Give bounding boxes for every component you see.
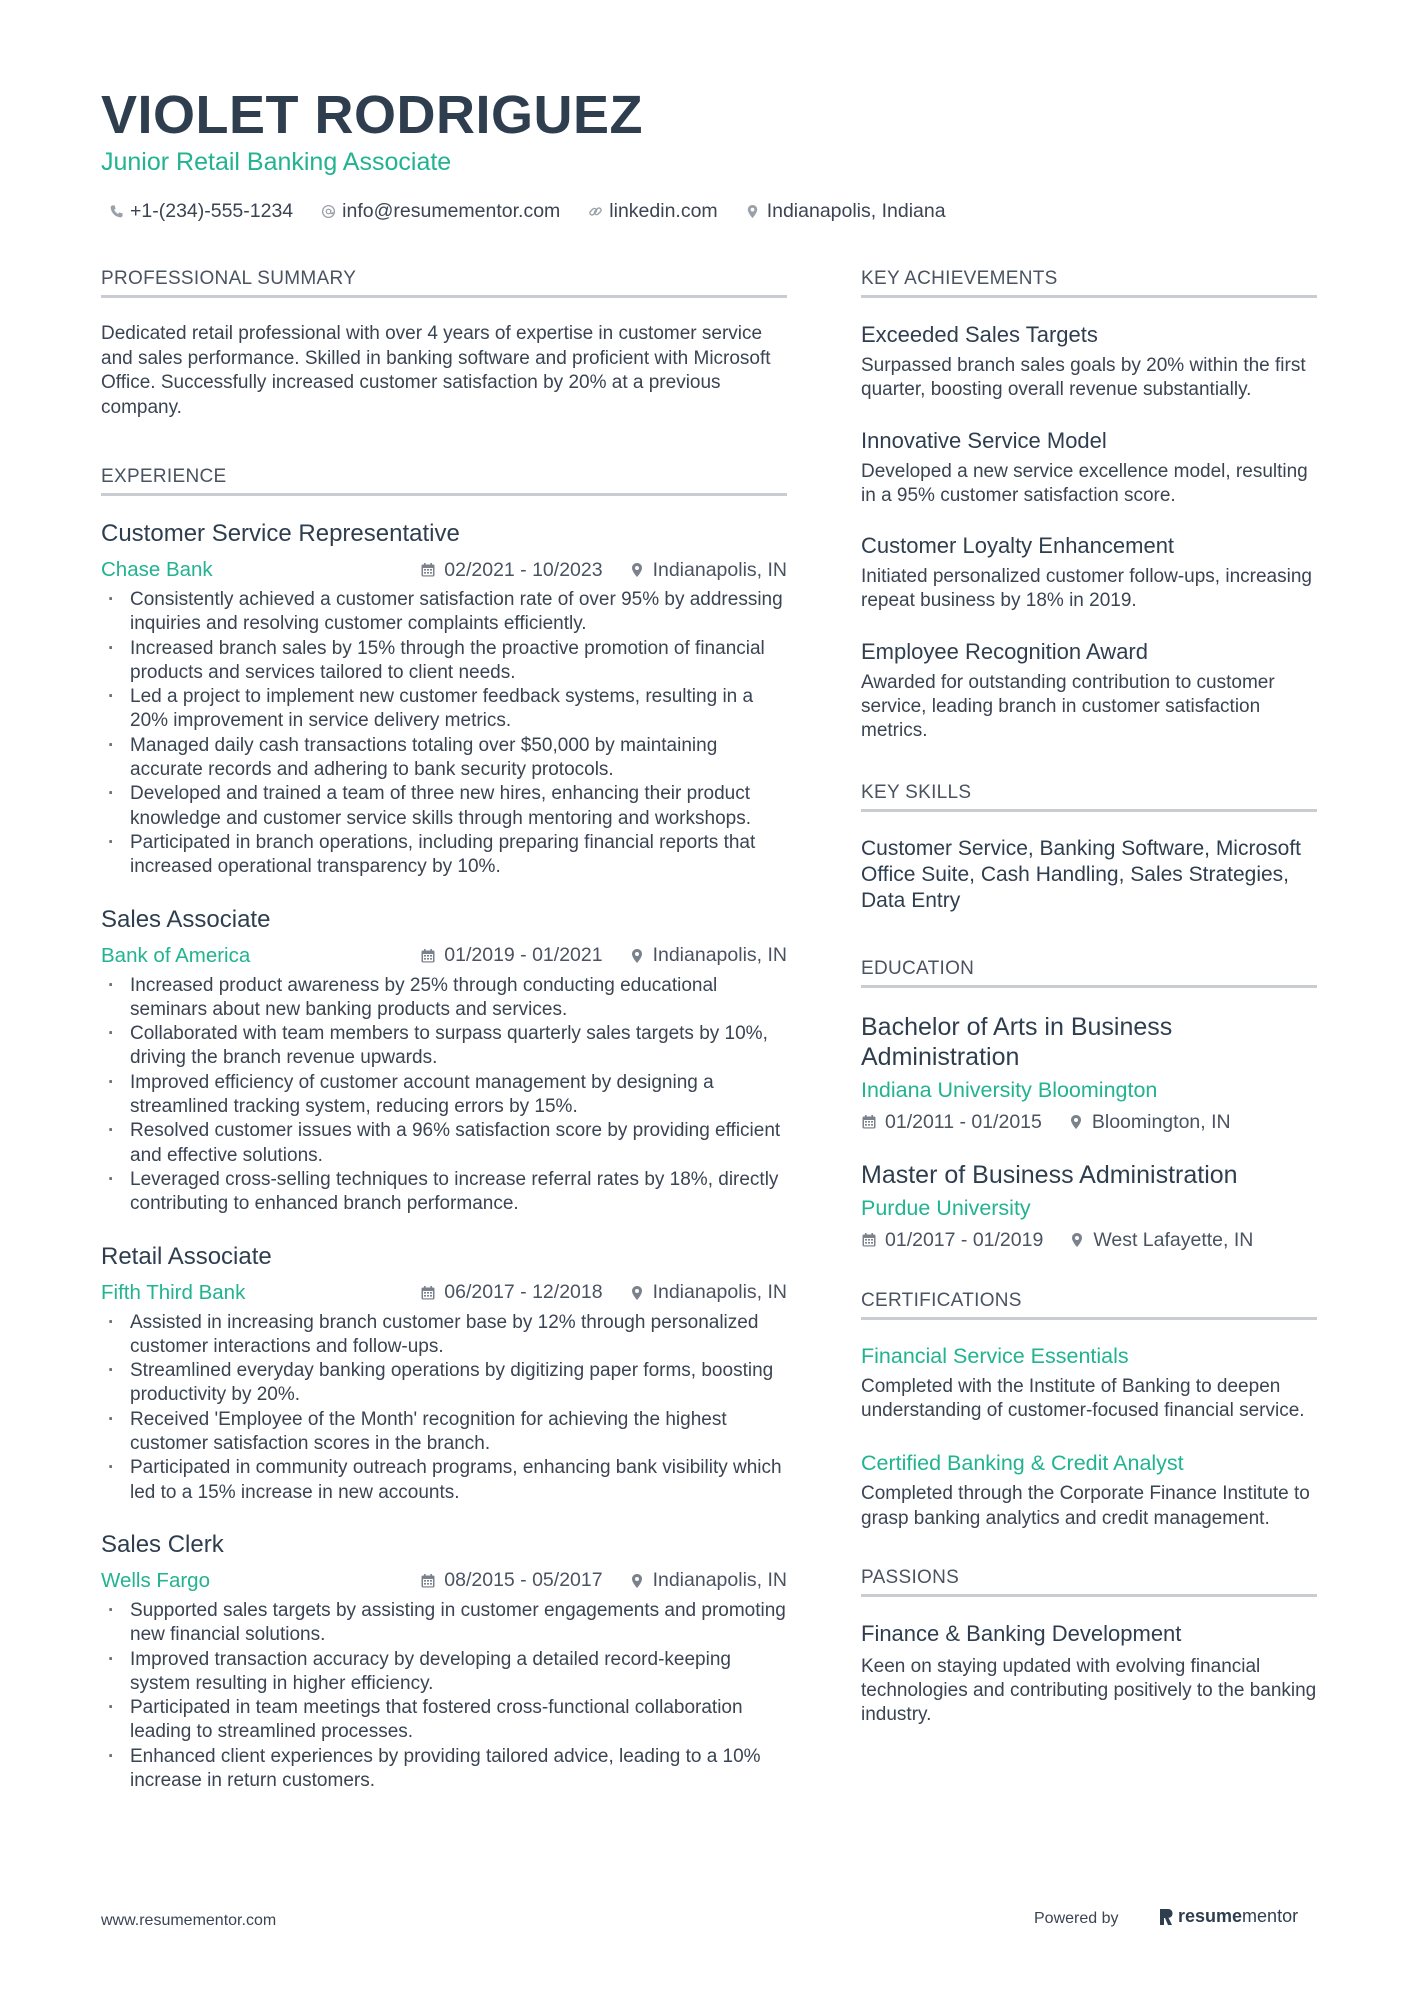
footer-brand-a: resume: [1178, 1906, 1243, 1926]
achievements-list: [861, 322, 1317, 744]
job-dates-text: 02/2021 - 10/2023: [444, 558, 603, 581]
education-dates: [861, 1229, 1043, 1252]
job-company: Wells Fargo: [101, 1568, 210, 1592]
certification-title: Certified Banking & Credit Analyst: [861, 1451, 1184, 1476]
job-company: Fifth Third Bank: [101, 1280, 246, 1304]
right-column: [861, 268, 1317, 1728]
job-dates-text: 01/2019 - 01/2021: [444, 944, 603, 967]
job-company: Bank of America: [101, 943, 251, 967]
resumementor-logo-icon: [1158, 1907, 1174, 1927]
certification-item: [861, 1344, 1317, 1424]
education-meta: [861, 1229, 1317, 1252]
bullet-item: · Participated in branch operations, including preparing financial reports that increased operational transparency by 10%.: [101, 831, 787, 880]
passions-list: [861, 1621, 1317, 1728]
bullet-item: · Assisted in increasing branch customer base by 12% through personalized customer interactions and follow-ups.: [101, 1311, 787, 1360]
job-bullets: [101, 974, 787, 1217]
footer-brand-b: mentor: [1242, 1906, 1299, 1926]
education-location: [1068, 1111, 1231, 1134]
calendar-icon: [420, 1285, 436, 1301]
job-entry: [101, 1531, 787, 1793]
bullet-item: · Participated in team meetings that fostered cross-functional collaboration leading to streamlined processes.: [101, 1696, 787, 1745]
calendar-icon: [861, 1232, 877, 1248]
education-list: [861, 1012, 1317, 1252]
education-dates-text: 01/2017 - 01/2019: [885, 1228, 1044, 1251]
job-meta: [101, 1281, 787, 1305]
education-location-text: Bloomington, IN: [1091, 1110, 1231, 1133]
education-dates: [861, 1111, 1042, 1134]
job-entry: [101, 520, 787, 880]
job-location: [629, 559, 787, 582]
bullet-item: · Participated in community outreach programs, enhancing bank visibility which led to a 15% increase in new accounts.: [101, 1456, 787, 1505]
contact-location-text: Indianapolis, Indiana: [766, 200, 946, 222]
job-title: Customer Service Representative: [101, 520, 460, 547]
map-pin-icon: [629, 1285, 645, 1301]
map-pin-icon: [629, 948, 645, 964]
job-entry: [101, 906, 787, 1217]
education-item: [861, 1012, 1317, 1134]
footer-logo[interactable]: [1158, 1906, 1298, 1927]
contact-location: [745, 200, 946, 223]
bullet-item: · Improved efficiency of customer account management by designing a streamlined tracking system, reducing errors by 15%.: [101, 1071, 787, 1120]
job-bullets: [101, 588, 787, 880]
calendar-icon: [420, 562, 436, 578]
bullet-item: · Streamlined everyday banking operations by digitizing paper forms, boosting productivity by 20%.: [101, 1359, 787, 1408]
candidate-role: Junior Retail Banking Associate: [101, 148, 452, 176]
certification-title: Financial Service Essentials: [861, 1343, 1129, 1368]
bullet-item: · Increased branch sales by 15% through the proactive promotion of financial products and services tailored to client needs.: [101, 637, 787, 686]
certification-desc: Completed with the Institute of Banking to deepen understanding of customer-focused financial service.: [861, 1375, 1305, 1421]
job-location-text: Indianapolis, IN: [652, 1281, 787, 1304]
contact-bar: [108, 200, 973, 223]
footer-powered-by: Powered by: [1034, 1910, 1119, 1927]
job-dates: [420, 1569, 602, 1592]
certifications-heading: CERTIFICATIONS: [861, 1290, 1317, 1320]
achievement-desc: Awarded for outstanding contribution to customer service, leading branch in customer satisfaction metrics.: [861, 671, 1275, 742]
bullet-item: · Managed daily cash transactions totaling over $50,000 by maintaining accurate records and adhering to bank security protocols.: [101, 734, 787, 783]
job-bullets: [101, 1599, 787, 1793]
experience-heading: EXPERIENCE: [101, 466, 787, 496]
achievement-title: Employee Recognition Award: [861, 638, 1148, 664]
summary-heading: PROFESSIONAL SUMMARY: [101, 268, 787, 298]
bullet-item: · Enhanced client experiences by providing tailored advice, leading to a 10% increase in return customers.: [101, 1745, 787, 1794]
job-meta: [101, 1569, 787, 1593]
job-title: Sales Associate: [101, 905, 271, 933]
contact-linkedin[interactable]: [587, 200, 717, 223]
passions-heading: PASSIONS: [861, 1567, 1317, 1597]
education-location-text: West Lafayette, IN: [1093, 1228, 1254, 1251]
achievement-title: Customer Loyalty Enhancement: [861, 533, 1175, 559]
job-location: [629, 1569, 787, 1592]
bullet-item: · Resolved customer issues with a 96% satisfaction score by providing efficient and effective solutions.: [101, 1119, 787, 1168]
certification-item: [861, 1451, 1317, 1531]
link-icon: [587, 204, 603, 220]
education-degree: Master of Business Administration: [861, 1160, 1238, 1189]
achievement-title: Innovative Service Model: [861, 427, 1107, 453]
candidate-name: VIOLET RODRIGUEZ: [101, 85, 644, 145]
skills-heading: KEY SKILLS: [861, 782, 1317, 812]
calendar-icon: [420, 948, 436, 964]
contact-phone[interactable]: [108, 200, 293, 223]
job-title: Retail Associate: [101, 1242, 272, 1270]
education-item: [861, 1160, 1317, 1252]
job-location-text: Indianapolis, IN: [652, 1569, 787, 1592]
job-meta: [101, 558, 787, 582]
map-pin-icon: [629, 562, 645, 578]
job-location: [629, 944, 787, 967]
bullet-item: · Collaborated with team members to surpass quarterly sales targets by 10%, driving the branch revenue upwards.: [101, 1022, 787, 1071]
job-entry: [101, 1243, 787, 1505]
education-school: Purdue University: [861, 1195, 1031, 1220]
bullet-item: · Developed and trained a team of three new hires, enhancing their product knowledge and customer service skills through mentoring and workshops.: [101, 782, 787, 831]
bullet-item: · Increased product awareness by 25% through conducting educational seminars about new banking products and services.: [101, 974, 787, 1023]
job-dates-text: 08/2015 - 05/2017: [444, 1569, 603, 1592]
contact-email[interactable]: [320, 200, 560, 223]
job-dates: [420, 1281, 602, 1304]
job-location-text: Indianapolis, IN: [652, 558, 787, 581]
job-dates: [420, 944, 602, 967]
contact-phone-text: +1-(234)-555-1234: [130, 200, 294, 222]
at-icon: [320, 204, 336, 220]
left-column: [101, 268, 787, 1819]
achievement-item: [861, 639, 1317, 744]
achievement-desc: Surpassed branch sales goals by 20% within the first quarter, boosting overall revenue substantially.: [861, 355, 1306, 401]
footer-url[interactable]: www.resumementor.com: [101, 1912, 277, 1929]
bullet-item: · Led a project to implement new customer feedback systems, resulting in a 20% improvement in service delivery metrics.: [101, 685, 787, 734]
education-degree: Bachelor of Arts in Business Administration: [861, 1012, 1173, 1071]
bullet-item: · Supported sales targets by assisting in customer engagements and promoting new financial solutions.: [101, 1599, 787, 1648]
calendar-icon: [420, 1573, 436, 1589]
skills-text: Customer Service, Banking Software, Microsoft Office Suite, Cash Handling, Sales Strategies, Data Entry: [861, 836, 1301, 912]
bullet-item: · Consistently achieved a customer satisfaction rate of over 95% by addressing inquiries and resolving customer complaints efficiently.: [101, 588, 787, 637]
achievements-heading: KEY ACHIEVEMENTS: [861, 268, 1317, 298]
map-pin-icon: [1069, 1232, 1085, 1248]
education-school: Indiana University Bloomington: [861, 1077, 1158, 1102]
job-dates: [420, 559, 602, 582]
education-location: [1069, 1229, 1253, 1252]
job-dates-text: 06/2017 - 12/2018: [444, 1281, 603, 1304]
contact-email-text: info@resumementor.com: [342, 200, 561, 222]
job-company: Chase Bank: [101, 558, 213, 581]
achievement-item: [861, 428, 1317, 509]
job-meta: [101, 944, 787, 968]
achievement-item: [861, 533, 1317, 614]
passion-item: [861, 1621, 1317, 1728]
job-location: [629, 1281, 787, 1304]
bullet-item: · Received 'Employee of the Month' recognition for achieving the highest customer satisfaction scores in the branch.: [101, 1408, 787, 1457]
achievement-desc: Developed a new service excellence model, resulting in a 95% customer satisfaction score.: [861, 460, 1308, 506]
achievement-item: [861, 322, 1317, 403]
experience-list: [101, 520, 787, 1793]
passion-desc: Keen on staying updated with evolving financial technologies and contributing positively to the banking industry.: [861, 1655, 1317, 1726]
education-heading: EDUCATION: [861, 958, 1317, 988]
map-pin-icon: [745, 204, 761, 220]
passion-title: Finance & Banking Development: [861, 1620, 1182, 1646]
summary-text: Dedicated retail professional with over 4 years of expertise in customer service and sales performance. Skilled in banking software and proficient with Microsoft Office. Successfully increased customer satisfaction by 20% at a previous company.: [101, 323, 771, 418]
education-dates-text: 01/2011 - 01/2015: [885, 1110, 1042, 1133]
certification-desc: Completed through the Corporate Finance Institute to grasp banking analytics and credit management.: [861, 1483, 1310, 1529]
job-bullets: [101, 1311, 787, 1505]
map-pin-icon: [629, 1573, 645, 1589]
map-pin-icon: [1068, 1114, 1084, 1130]
calendar-icon: [861, 1114, 877, 1130]
certifications-list: [861, 1344, 1317, 1531]
job-title: Sales Clerk: [101, 1530, 224, 1558]
achievement-desc: Initiated personalized customer follow-ups, increasing repeat business by 18% in 2019.: [861, 566, 1312, 612]
achievement-title: Exceeded Sales Targets: [861, 322, 1098, 347]
phone-icon: [108, 204, 124, 220]
bullet-item: · Leveraged cross-selling techniques to increase referral rates by 18%, directly contributing to enhanced branch performance.: [101, 1168, 787, 1217]
job-location-text: Indianapolis, IN: [652, 944, 787, 967]
contact-linkedin-text: linkedin.com: [609, 200, 718, 222]
bullet-item: · Improved transaction accuracy by developing a detailed record-keeping system resulting in higher efficiency.: [101, 1648, 787, 1697]
education-meta: [861, 1111, 1317, 1134]
